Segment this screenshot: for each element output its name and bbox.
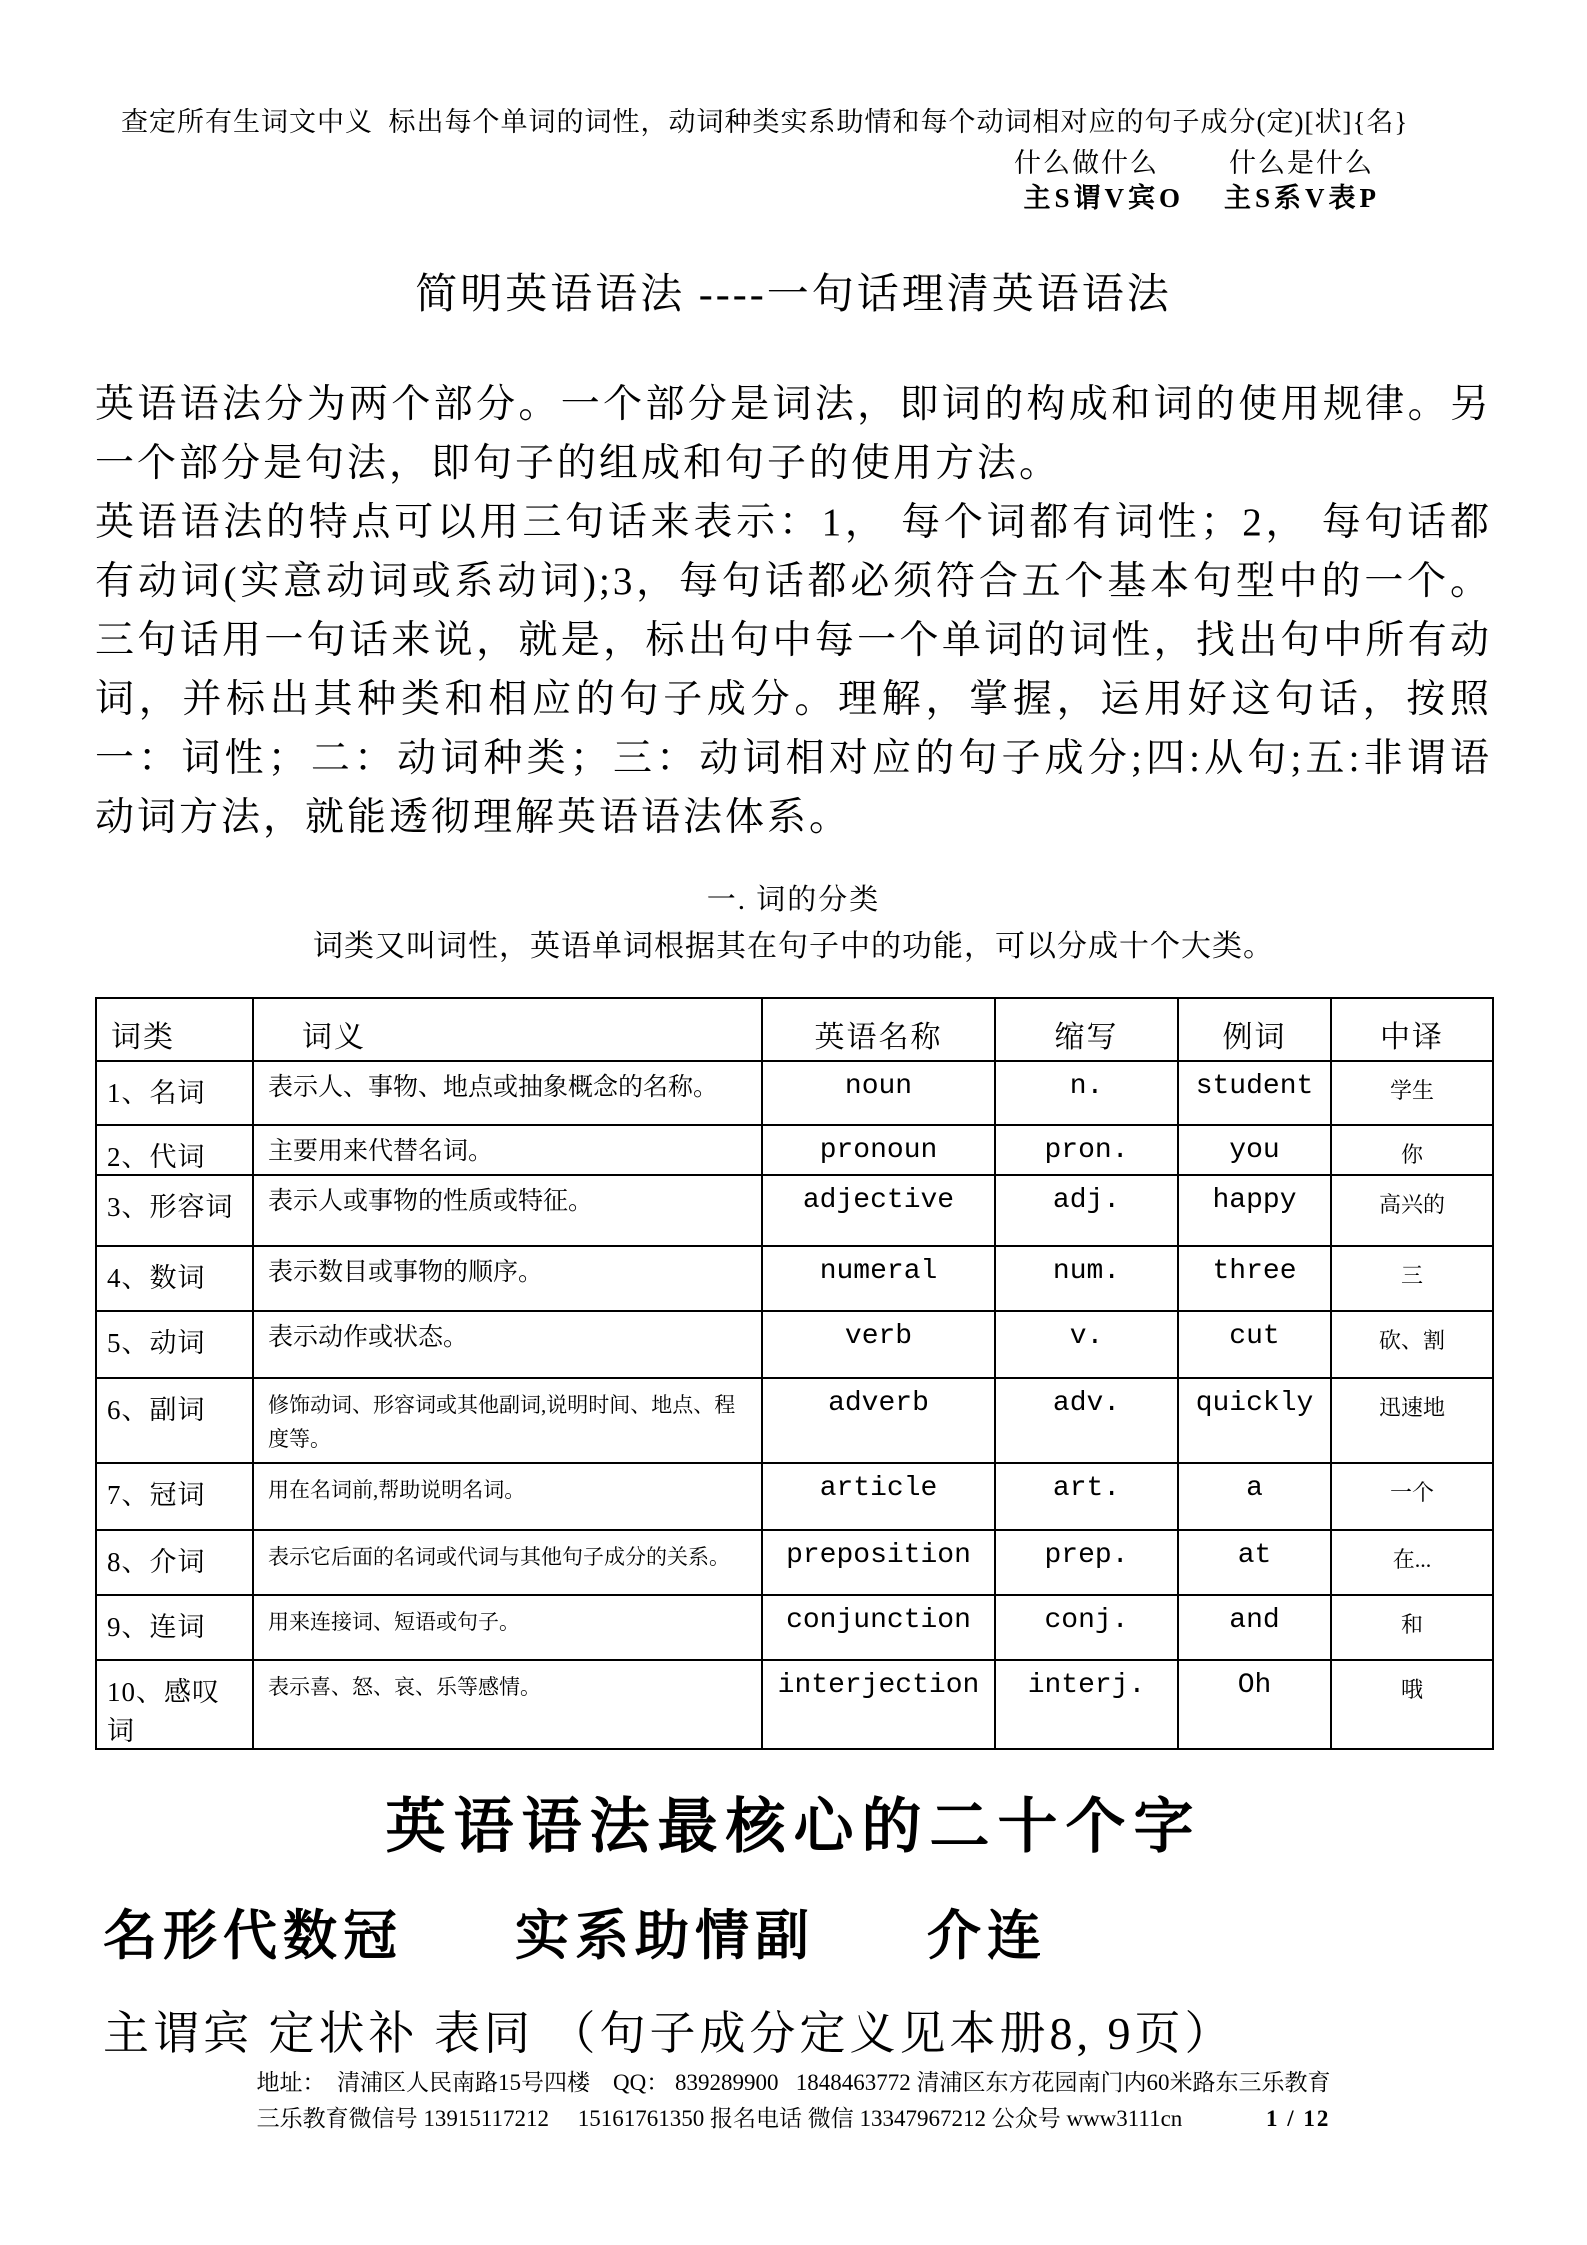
cell-example: and [1178,1595,1331,1660]
cell-category: 2、代词 [96,1125,253,1175]
cell-abbr: adv. [995,1378,1178,1463]
cell-abbr: adj. [995,1175,1178,1246]
cell-category: 8、介词 [96,1530,253,1595]
cell-english: numeral [762,1246,995,1311]
cell-category: 1、名词 [96,1061,253,1125]
intro-paragraph-2: 英语语法的特点可以用三句话来表示：1， 每个词都有词性；2， 每句话都有动词(实意动词或系动词);3，每句话都必须符合五个基本句型中的一个。三句话用一句话来说，就是，标出句中每一个单词的词性，找出句中所有动词，并标出其种类和相应的句子成分。理解，掌握，运用好这句话，按照一：词性；二：动词种类；三：动词相对应的句子成分;四:从句;五:非谓语动词方法，就能透彻理解英语语法体系。 [95,501,1492,839]
section-heading: 一. 词的分类 [706,884,881,916]
table-row [96,1660,1493,1749]
cell-abbr: num. [995,1246,1178,1311]
cell-translation: 和 [1331,1595,1493,1660]
page-number: 1 / 12 [1266,2106,1331,2131]
col-header-meaning: 词义 [253,998,762,1061]
cell-english: noun [762,1061,995,1125]
core-group-verbs: 实系助情副 [515,1906,815,1966]
cell-translation: 砍、割 [1331,1311,1493,1378]
annotation-line-2 [95,148,1492,178]
page-footer [0,2065,1587,2137]
table-row [96,1378,1493,1463]
col-header-abbreviation: 缩写 [995,998,1178,1061]
cell-english: adverb [762,1378,995,1463]
table-row [96,1246,1493,1311]
cell-category: 6、副词 [96,1378,253,1463]
intro-paragraph-1: 英语语法分为两个部分。一个部分是词法，即词的构成和词的使用规律。另一个部分是句法，即句子的组成和句子的使用方法。 [95,383,1492,485]
cell-abbr: interj. [995,1660,1178,1749]
cell-example: three [1178,1246,1331,1311]
intro-paragraphs [95,375,1492,847]
cell-english: verb [762,1311,995,1378]
cell-english: article [762,1463,995,1530]
cell-translation: 你 [1331,1125,1493,1175]
annotation-line-1: 查定所有生词文中义 标出每个单词的词性，动词种类实系助情和每个动词相对应的句子成分(定)[状]{名} [121,107,1409,137]
cell-category: 10、感叹词 [96,1660,253,1749]
cell-english: pronoun [762,1125,995,1175]
cell-example: student [1178,1061,1331,1125]
table-row [96,1311,1493,1378]
parts-of-speech-table [95,997,1494,1750]
cell-english: preposition [762,1530,995,1595]
cell-abbr: pron. [995,1125,1178,1175]
cell-meaning: 主要用来代替名词。 [253,1125,762,1175]
cell-category: 5、动词 [96,1311,253,1378]
annotation-svp: 主S系V表P [1223,183,1380,213]
table-row [96,1175,1493,1246]
col-header-example: 例词 [1178,998,1331,1061]
page-title: 简明英语语法 ----一句话理清英语语法 [415,272,1172,318]
col-header-category: 词类 [96,998,253,1061]
core-word-groups [95,1906,1492,1966]
cell-category: 7、冠词 [96,1463,253,1530]
col-header-translation: 中译 [1331,998,1493,1061]
table-row [96,1061,1493,1125]
core-group-nouns: 名形代数冠 [103,1906,403,1966]
cell-meaning: 表示数目或事物的顺序。 [253,1246,762,1311]
annotation-svo: 主S谓V宾O [1023,183,1184,213]
table-row [96,1125,1493,1175]
cell-translation: 高兴的 [1331,1175,1493,1246]
cell-abbr: n. [995,1061,1178,1125]
cell-example: at [1178,1530,1331,1595]
table-row [96,1463,1493,1530]
annotation-is-what: 什么是什么 [1229,148,1374,178]
cell-abbr: conj. [995,1595,1178,1660]
cell-example: quickly [1178,1378,1331,1463]
cell-meaning: 表示人或事物的性质或特征。 [253,1175,762,1246]
cell-translation: 学生 [1331,1061,1493,1125]
cell-meaning: 表示它后面的名词或代词与其他句子成分的关系。 [253,1530,762,1595]
cell-meaning: 表示喜、怒、哀、乐等感情。 [253,1660,762,1749]
cell-meaning: 用来连接词、短语或句子。 [253,1595,762,1660]
cell-translation: 迅速地 [1331,1378,1493,1463]
footer-contact-text: 三乐教育微信号 13915117212 15161761350 报名电话 微信 13347967212 公众号 www3111cn [256,2106,1183,2131]
col-header-english-name: 英语名称 [762,998,995,1061]
cell-category: 3、形容词 [96,1175,253,1246]
cell-example: you [1178,1125,1331,1175]
footer-address-line: 地址： 清浦区人民南路15号四楼 QQ： 839289900 1848463772 清浦区东方花园南门内60米路东三乐教育 [256,2070,1331,2095]
cell-translation: 三 [1331,1246,1493,1311]
core-sentence-elements: 主谓宾 定状补 表同 （句子成分定义见本册8, 9页） [103,2008,1235,2059]
cell-category: 4、数词 [96,1246,253,1311]
cell-example: cut [1178,1311,1331,1378]
table-row [96,1530,1493,1595]
footer-contact-line [0,2101,1587,2137]
table-header-row [96,998,1493,1061]
core-group-connect: 介连 [927,1906,1047,1966]
table-row [96,1595,1493,1660]
cell-english: adjective [762,1175,995,1246]
cell-example: a [1178,1463,1331,1530]
cell-meaning: 表示人、事物、地点或抽象概念的名称。 [253,1061,762,1125]
cell-abbr: v. [995,1311,1178,1378]
core-heading: 英语语法最核心的二十个字 [385,1794,1202,1860]
annotation-do-what: 什么做什么 [1014,148,1159,178]
cell-translation: 一个 [1331,1463,1493,1530]
cell-abbr: prep. [995,1530,1178,1595]
cell-meaning: 表示动作或状态。 [253,1311,762,1378]
annotation-line-3 [95,183,1492,213]
cell-translation: 哦 [1331,1660,1493,1749]
cell-example: happy [1178,1175,1331,1246]
cell-english: conjunction [762,1595,995,1660]
cell-translation: 在... [1331,1530,1493,1595]
annotation-header [95,106,1492,213]
cell-example: Oh [1178,1660,1331,1749]
cell-category: 9、连词 [96,1595,253,1660]
cell-meaning: 用在名词前,帮助说明名词。 [253,1463,762,1530]
cell-abbr: art. [995,1463,1178,1530]
cell-meaning: 修饰动词、形容词或其他副词,说明时间、地点、程度等。 [253,1378,762,1463]
cell-english: interjection [762,1660,995,1749]
section-subtitle: 词类又叫词性，英语单词根据其在句子中的功能，可以分成十个大类。 [313,930,1274,963]
